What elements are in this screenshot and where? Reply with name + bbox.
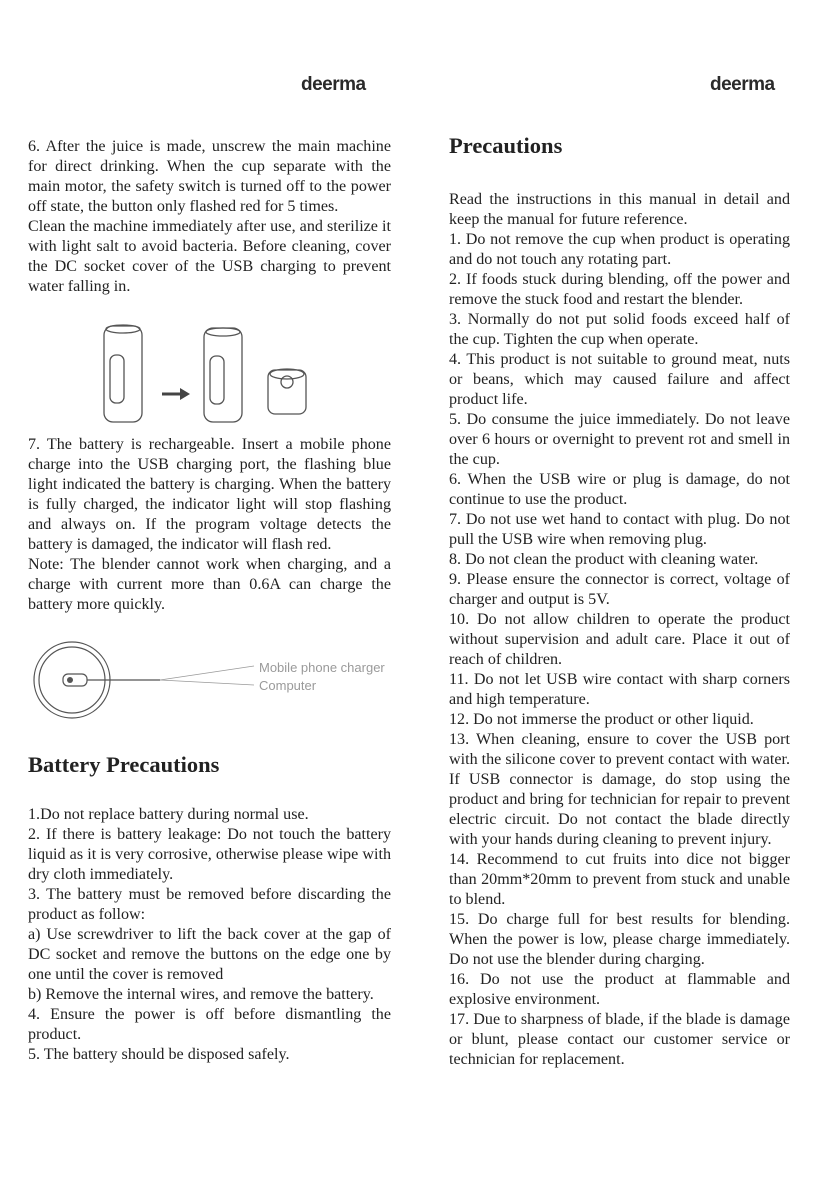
precaution-item: 1. Do not remove the cup when product is operating and do not touch any rotating part. bbox=[449, 231, 790, 268]
usb-charging-illustration bbox=[30, 640, 270, 720]
precaution-item: 14. Recommend to cut fruits into dice not bigger than 20mm*20mm to prevent from stuck and unable to blend. bbox=[449, 851, 790, 908]
left-top-text bbox=[28, 137, 391, 297]
charger-label: Mobile phone charger bbox=[259, 660, 385, 675]
precautions-intro: Read the instructions in this manual in detail and keep the manual for future reference. bbox=[449, 191, 790, 228]
battery-item: b) Remove the internal wires, and remove the battery. bbox=[28, 986, 374, 1003]
leader-line-computer bbox=[160, 680, 254, 685]
usb-port-icon bbox=[63, 674, 87, 686]
precautions-section bbox=[449, 132, 790, 1070]
precaution-item: 13. When cleaning, ensure to cover the USB port with the silicone cover to prevent contact with water. If USB connector is damage, do stop using the product and bring for technician for repair to prevent electric circuit. Do not contact the blade directly with your hands during cleaning to prevent injury. bbox=[449, 731, 790, 848]
leader-line-charger bbox=[160, 666, 254, 680]
arrow-right-icon bbox=[180, 388, 190, 400]
brand-logo-left: deerma bbox=[301, 74, 366, 95]
battery-item: 2. If there is battery leakage: Do not touch the battery liquid as it is very corrosive, otherwise please wipe with dry cloth immediately. bbox=[28, 826, 391, 883]
battery-item: 3. The battery must be removed before discarding the product as follow: bbox=[28, 886, 391, 923]
battery-precautions-heading: Battery Precautions bbox=[28, 752, 220, 777]
computer-label: Computer bbox=[259, 678, 317, 693]
brand-logo-right: deerma bbox=[710, 74, 775, 95]
precaution-item: 9. Please ensure the connector is correct, voltage of charger and output is 5V. bbox=[449, 571, 790, 608]
precaution-item: 16. Do not use the product at flammable and explosive environment. bbox=[449, 971, 790, 1008]
cleaning-text: Clean the machine immediately after use, and sterilize it with light salt to avoid bacteria. Before cleaning, cover the DC socket cover of the USB charging to prevent water falling in. bbox=[28, 218, 391, 295]
precaution-item: 10. Do not allow children to operate the product without supervision and adult care. Place it out of reach of children. bbox=[449, 611, 790, 668]
precaution-item: 5. Do consume the juice immediately. Do not leave over 6 hours or overnight to prevent rot and smell in the cup. bbox=[449, 411, 790, 468]
note-text: Note: The blender cannot work when charging, and a charge with current more than 0.6A can charge the battery more quickly. bbox=[28, 556, 391, 613]
blender-disassembly-illustration bbox=[96, 320, 326, 425]
battery-item: 5. The battery should be disposed safely. bbox=[28, 1046, 290, 1063]
precaution-item: 7. Do not use wet hand to contact with plug. Do not pull the USB wire when removing plug. bbox=[449, 511, 790, 548]
precaution-item: 3. Normally do not put solid foods exceed half of the cup. Tighten the cup when operate. bbox=[449, 311, 790, 348]
precaution-item: 2. If foods stuck during blending, off the power and remove the stuck food and restart the blender. bbox=[449, 271, 790, 308]
battery-precautions-section bbox=[28, 751, 391, 1065]
precautions-heading: Precautions bbox=[449, 133, 563, 158]
precaution-item: 8. Do not clean the product with cleaning water. bbox=[449, 551, 759, 568]
step-6-text: 6. After the juice is made, unscrew the main machine for direct drinking. When the cup separate with the main motor, the safety switch is turned off to the power off state, the button only flashed red for 5 times. bbox=[28, 138, 391, 215]
battery-item: a) Use screwdriver to lift the back cover at the gap of DC socket and remove the buttons on the edge one by one until the cover is removed bbox=[28, 926, 391, 983]
precaution-item: 15. Do charge full for best results for blending. When the power is low, please charge immediately. Do not use the blender during charging. bbox=[449, 911, 790, 968]
battery-item: 4. Ensure the power is off before dismantling the product. bbox=[28, 1006, 391, 1043]
precaution-item: 6. When the USB wire or plug is damage, do not continue to use the product. bbox=[449, 471, 790, 508]
precaution-item: 4. This product is not suitable to ground meat, nuts or beans, which may caused failure and affect product life. bbox=[449, 351, 790, 408]
precaution-item: 11. Do not let USB wire contact with sharp corners and high temperature. bbox=[449, 671, 790, 708]
precaution-item: 17. Due to sharpness of blade, if the blade is damage or blunt, please contact our customer service or technician for replacement. bbox=[449, 1011, 790, 1068]
precaution-item: 12. Do not immerse the product or other liquid. bbox=[449, 711, 754, 728]
battery-item: 1.Do not replace battery during normal use. bbox=[28, 806, 309, 823]
left-middle-text bbox=[28, 435, 391, 615]
step-7-text: 7. The battery is rechargeable. Insert a mobile phone charge into the USB charging port, the flashing blue light indicated the battery is charging. When the battery is fully charged, the indicator light will stop flashing and always on. If the program voltage detects the battery is damaged, the indicator will flash red. bbox=[28, 436, 391, 553]
